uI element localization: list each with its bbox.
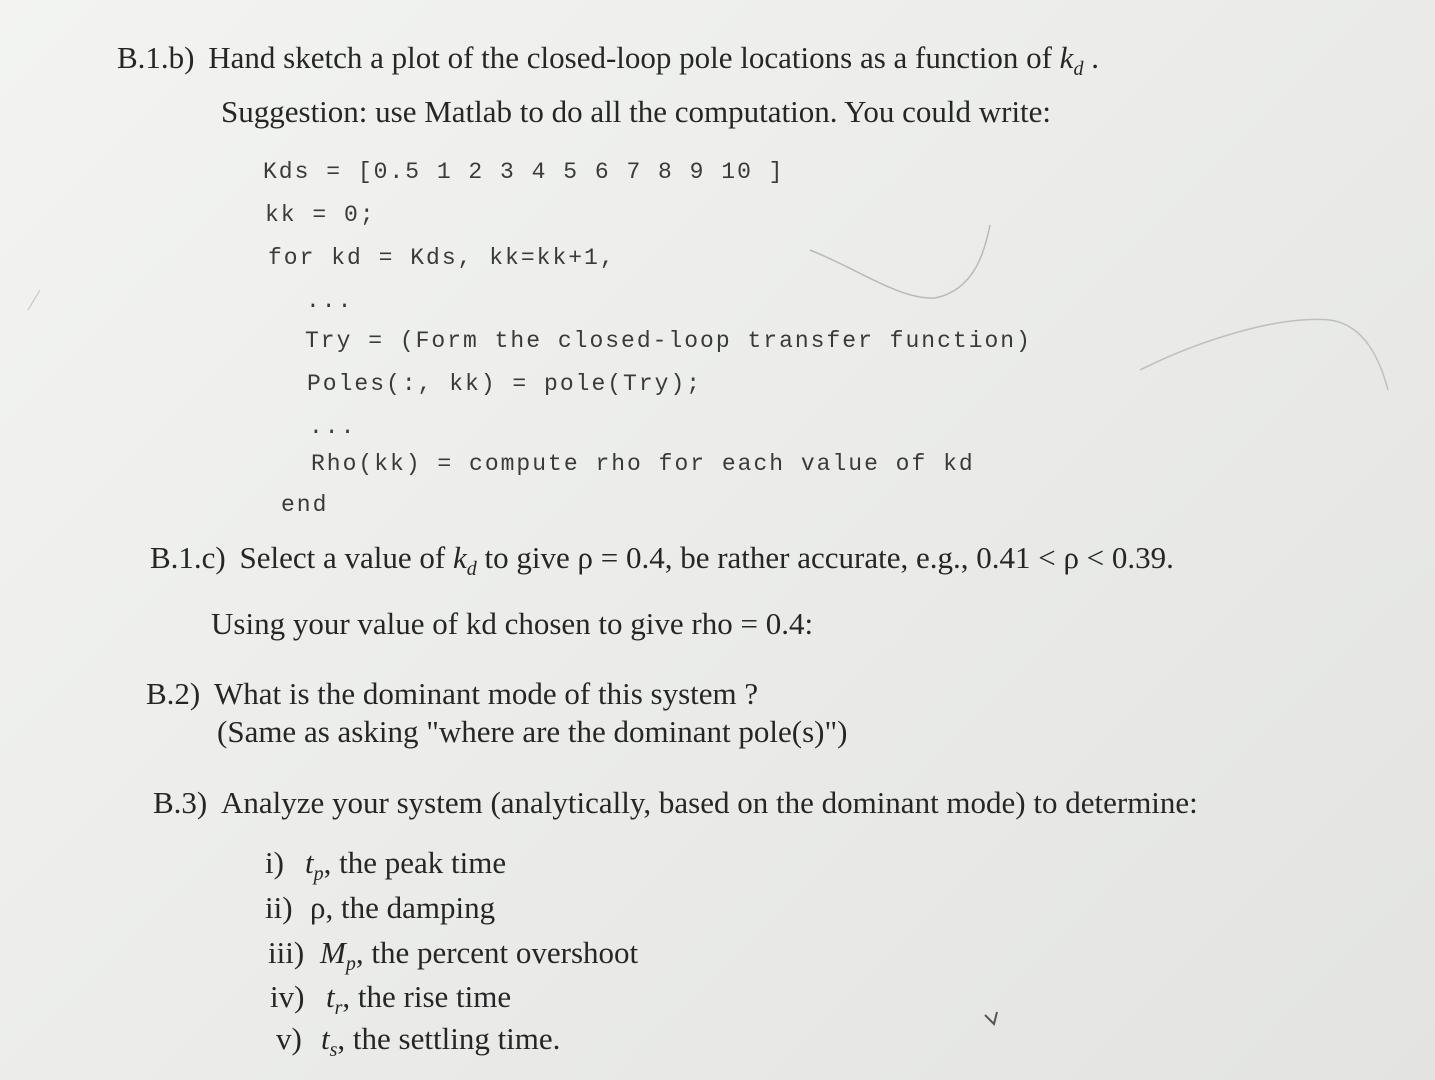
code-line-4: ... (306, 288, 354, 314)
code-line-3: for kd = Kds, kk=kk+1, (268, 245, 616, 271)
code-line-8: Rho(kk) = compute rho for each value of kd (311, 451, 975, 477)
b1c-label: B.1.c) (150, 540, 226, 575)
b1b-var: k (1059, 40, 1074, 75)
b1b-line-2: Suggestion: use Matlab to do all the computation. You could write: (221, 94, 1052, 129)
code-line-7: ... (309, 414, 357, 440)
b3-item-1-num: i) (265, 845, 284, 880)
b3-line-1 (153, 785, 1198, 821)
b3-item-1 (265, 845, 506, 886)
b1b-sub: d (1073, 58, 1084, 81)
b1c-using: Using your value of kd chosen to give rho = 0.4: (211, 606, 814, 641)
b3-item-3 (268, 935, 638, 976)
code-line-5: Try = (Form the closed-loop transfer function) (305, 328, 1032, 354)
b3-item-4 (270, 979, 511, 1020)
b3-item-3-text: , the percent overshoot (355, 935, 639, 970)
b3-item-1-sym: t (305, 845, 314, 880)
b3-label: B.3) (153, 785, 208, 820)
code-line-1: Kds = [0.5 1 2 3 4 5 6 7 8 9 10 ] (263, 159, 785, 185)
b2-line-1-text: What is the dominant mode of this system ? (214, 676, 759, 711)
b2-line-1 (146, 676, 758, 712)
b3-item-2-sym: ρ (310, 890, 326, 925)
b3-item-1-sub: p (313, 863, 324, 886)
b2-line-2: (Same as asking "where are the dominant pole(s)") (217, 714, 848, 749)
b3-item-4-sub: r (334, 997, 343, 1020)
b3-line-1-text: Analyze your system (analytically, based on the dominant mode) to determine: (221, 785, 1198, 820)
b1b-end: . (1083, 40, 1099, 75)
b1c-text-1: Select a value of (239, 540, 453, 575)
b3-item-2-text: , the damping (325, 890, 496, 925)
b3-item-2 (265, 890, 495, 926)
b3-item-5-sym: t (321, 1021, 330, 1056)
b3-item-4-num: iv) (270, 979, 305, 1014)
pencil-curve-1 (810, 225, 990, 298)
b2-label: B.2) (146, 676, 201, 711)
b3-item-1-text: , the peak time (323, 845, 507, 880)
pencil-curve-2 (1140, 319, 1388, 390)
b3-item-5 (276, 1021, 560, 1062)
code-line-6: Poles(:, kk) = pole(Try); (307, 371, 703, 397)
b3-item-4-text: , the rise time (342, 979, 512, 1014)
b1c-sub: d (466, 558, 477, 581)
b3-item-5-text: , the settling time. (337, 1021, 561, 1056)
code-line-9: end (281, 492, 329, 518)
b3-item-4-sym: t (326, 979, 335, 1014)
b1c-line-1 (150, 540, 1174, 581)
b1b-label: B.1.b) (117, 40, 195, 75)
pencil-tick (985, 1012, 997, 1024)
b1c-text-2: to give ρ = 0.4, be rather accurate, e.g., 0.41 < ρ < 0.39. (476, 540, 1174, 575)
b3-item-3-num: iii) (268, 935, 305, 970)
b1c-var: k (452, 540, 467, 575)
b3-item-5-sub: s (329, 1039, 338, 1062)
b3-item-2-num: ii) (265, 890, 293, 925)
b1b-line-1-text: Hand sketch a plot of the closed-loop pole locations as a function of (208, 40, 1060, 75)
b3-item-5-num: v) (276, 1021, 302, 1056)
b3-item-3-sym: M (320, 935, 346, 970)
b3-item-3-sub: p (345, 953, 356, 976)
b1b-line-1 (117, 40, 1099, 81)
pencil-mark-left (28, 290, 40, 310)
code-line-2: kk = 0; (265, 202, 376, 228)
